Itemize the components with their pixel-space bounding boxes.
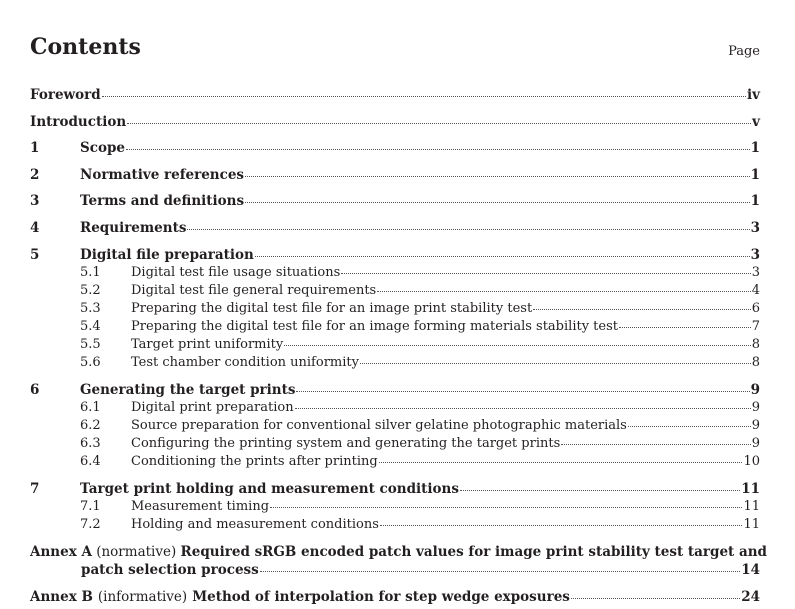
dot-leader xyxy=(127,123,751,124)
toc-entry-title: Preparing the digital test file for an image forming materials stability test xyxy=(131,319,618,334)
toc-entry-page: 3 xyxy=(750,220,760,236)
dot-leader xyxy=(379,462,743,463)
toc-entry-number: 6 xyxy=(30,382,40,398)
toc-entry-page: 9 xyxy=(750,382,760,398)
toc-entry-page: iv xyxy=(747,87,760,103)
toc-entry-title: Foreword xyxy=(30,87,101,103)
toc-entry-introduction[interactable] xyxy=(30,113,760,131)
toc-entry-5-5[interactable] xyxy=(30,336,760,354)
toc-entry-5-3[interactable] xyxy=(30,300,760,318)
toc-entry-page: 11 xyxy=(743,517,760,532)
dot-leader xyxy=(260,571,740,572)
toc-entry-number: 3 xyxy=(30,193,40,209)
toc-entry-title: Source preparation for conventional silver gelatine photographic materials xyxy=(131,418,627,433)
toc-entry-number: 6.1 xyxy=(80,400,101,415)
toc-entry-title: Digital test file usage situations xyxy=(131,265,341,280)
dot-leader xyxy=(295,408,751,409)
toc-entry-page: 11 xyxy=(743,499,760,514)
dot-leader xyxy=(533,309,751,310)
toc-entry-title: Conditioning the prints after printing xyxy=(131,454,378,469)
toc-entry-annex-a[interactable] xyxy=(30,543,767,561)
toc-entry-page: 7 xyxy=(751,319,760,334)
toc-entry-title: patch selection process xyxy=(81,562,259,578)
toc-entry-number: 5 xyxy=(30,247,40,263)
dot-leader xyxy=(380,525,743,526)
toc-entry-number: 4 xyxy=(30,220,40,236)
toc-entry-number: 5.6 xyxy=(80,355,101,370)
dot-leader xyxy=(377,291,751,292)
toc-entry-title: Target print holding and measurement conditions xyxy=(80,481,459,497)
toc-entry-5-2[interactable] xyxy=(30,282,760,300)
toc-entry-number: 7 xyxy=(30,481,40,497)
toc-entry-7-2[interactable] xyxy=(30,516,760,534)
toc-entry-title: Preparing the digital test file for an image print stability test xyxy=(131,301,533,316)
toc-entry-title: Test chamber condition uniformity xyxy=(131,355,359,370)
toc-entry-page: v xyxy=(752,114,760,130)
toc-entry-title: Required sRGB encoded patch values for image print stability test target and xyxy=(180,544,767,560)
toc-entry-page: 11 xyxy=(741,481,760,497)
toc-entry-7[interactable] xyxy=(30,480,760,498)
toc-entry-number: 1 xyxy=(30,140,40,156)
toc-entry-number: 6.2 xyxy=(80,418,101,433)
toc-entry-number: 5.2 xyxy=(80,283,101,298)
toc-entry-1[interactable] xyxy=(30,139,760,157)
toc-entry-number: 5.1 xyxy=(80,265,101,280)
annex-label: Annex B xyxy=(30,589,93,605)
dot-leader xyxy=(619,327,751,328)
toc-entry-number: 6.3 xyxy=(80,436,101,451)
toc-entry-number: 7.2 xyxy=(80,517,101,532)
toc-entry-page: 1 xyxy=(750,193,760,209)
dot-leader xyxy=(245,202,750,203)
toc-entry-title: Method of interpolation for step wedge exposures xyxy=(192,589,570,605)
page-title: Contents xyxy=(30,34,141,60)
annex-type: (normative) xyxy=(96,544,177,560)
dot-leader xyxy=(270,507,742,508)
toc-entry-5[interactable] xyxy=(30,246,760,264)
dot-leader xyxy=(126,149,750,150)
toc-entry-title: Target print uniformity xyxy=(131,337,284,352)
dot-leader xyxy=(102,96,746,97)
toc-entry-title: Normative references xyxy=(80,167,245,183)
dot-leader xyxy=(628,426,751,427)
toc-entry-6-2[interactable] xyxy=(30,417,760,435)
toc-entry-number: 2 xyxy=(30,167,40,183)
toc-entry-page: 9 xyxy=(751,418,760,433)
toc-entry-page: 8 xyxy=(751,355,760,370)
toc-entry-page: 4 xyxy=(751,283,760,298)
toc-entry-6-4[interactable] xyxy=(30,453,760,471)
toc-entry-page: 1 xyxy=(750,167,760,183)
toc-entry-page: 8 xyxy=(751,337,760,352)
toc-entry-page: 9 xyxy=(751,400,760,415)
toc-entry-number: 5.3 xyxy=(80,301,101,316)
toc-entry-7-1[interactable] xyxy=(30,498,760,516)
dot-leader xyxy=(296,391,749,392)
dot-leader xyxy=(255,256,750,257)
toc-entry-title: Generating the target prints xyxy=(80,382,296,398)
toc-entry-6-1[interactable] xyxy=(30,399,760,417)
toc-entry-title: Digital test file general requirements xyxy=(131,283,377,298)
toc-entry-6-3[interactable] xyxy=(30,435,760,453)
toc-entry-title: Measurement timing xyxy=(131,499,270,514)
toc-entry-2[interactable] xyxy=(30,166,760,184)
toc-entry-title: Terms and definitions xyxy=(80,193,245,209)
toc-entry-number: 5.5 xyxy=(80,337,101,352)
toc-entry-title: Holding and measurement conditions xyxy=(131,517,379,532)
toc-entry-page: 9 xyxy=(751,436,760,451)
toc-entry-page: 6 xyxy=(751,301,760,316)
toc-entry-number: 7.1 xyxy=(80,499,101,514)
toc-entry-page: 3 xyxy=(750,247,760,263)
toc-entry-page: 24 xyxy=(741,589,760,605)
dot-leader xyxy=(245,176,750,177)
dot-leader xyxy=(341,273,750,274)
toc-entry-number: 6.4 xyxy=(80,454,101,469)
toc-entry-annex-a-continued[interactable] xyxy=(81,561,760,579)
toc-entry-6[interactable] xyxy=(30,381,760,399)
toc-entry-page: 14 xyxy=(741,562,760,578)
toc-entry-title: Requirements xyxy=(80,220,187,236)
toc-entry-page: 1 xyxy=(750,140,760,156)
toc-entry-foreword[interactable] xyxy=(30,86,760,104)
page-column-label: Page xyxy=(728,44,760,59)
toc-entry-annex-b[interactable] xyxy=(30,588,760,606)
toc-entry-title: Configuring the printing system and generating the target prints xyxy=(131,436,561,451)
toc-entry-5-4[interactable] xyxy=(30,318,760,336)
toc-entry-page: 3 xyxy=(751,265,760,280)
toc-entry-page: 10 xyxy=(743,454,760,469)
toc-entry-number: 5.4 xyxy=(80,319,101,334)
dot-leader xyxy=(187,229,749,230)
toc-entry-title: Digital file preparation xyxy=(80,247,254,263)
toc-entry-5-6[interactable] xyxy=(30,354,760,372)
dot-leader xyxy=(561,444,750,445)
annex-type: (informative) xyxy=(97,589,188,605)
annex-label: Annex A xyxy=(30,544,92,560)
toc-entry-title: Digital print preparation xyxy=(131,400,294,415)
toc-entry-4[interactable] xyxy=(30,219,760,237)
toc-entry-5-1[interactable] xyxy=(30,264,760,282)
toc-entry-title: Introduction xyxy=(30,114,127,130)
dot-leader xyxy=(571,598,740,599)
toc-entry-3[interactable] xyxy=(30,192,760,210)
toc-entry-title: Scope xyxy=(80,140,126,156)
dot-leader xyxy=(460,490,740,491)
dot-leader xyxy=(360,363,751,364)
dot-leader xyxy=(284,345,750,346)
